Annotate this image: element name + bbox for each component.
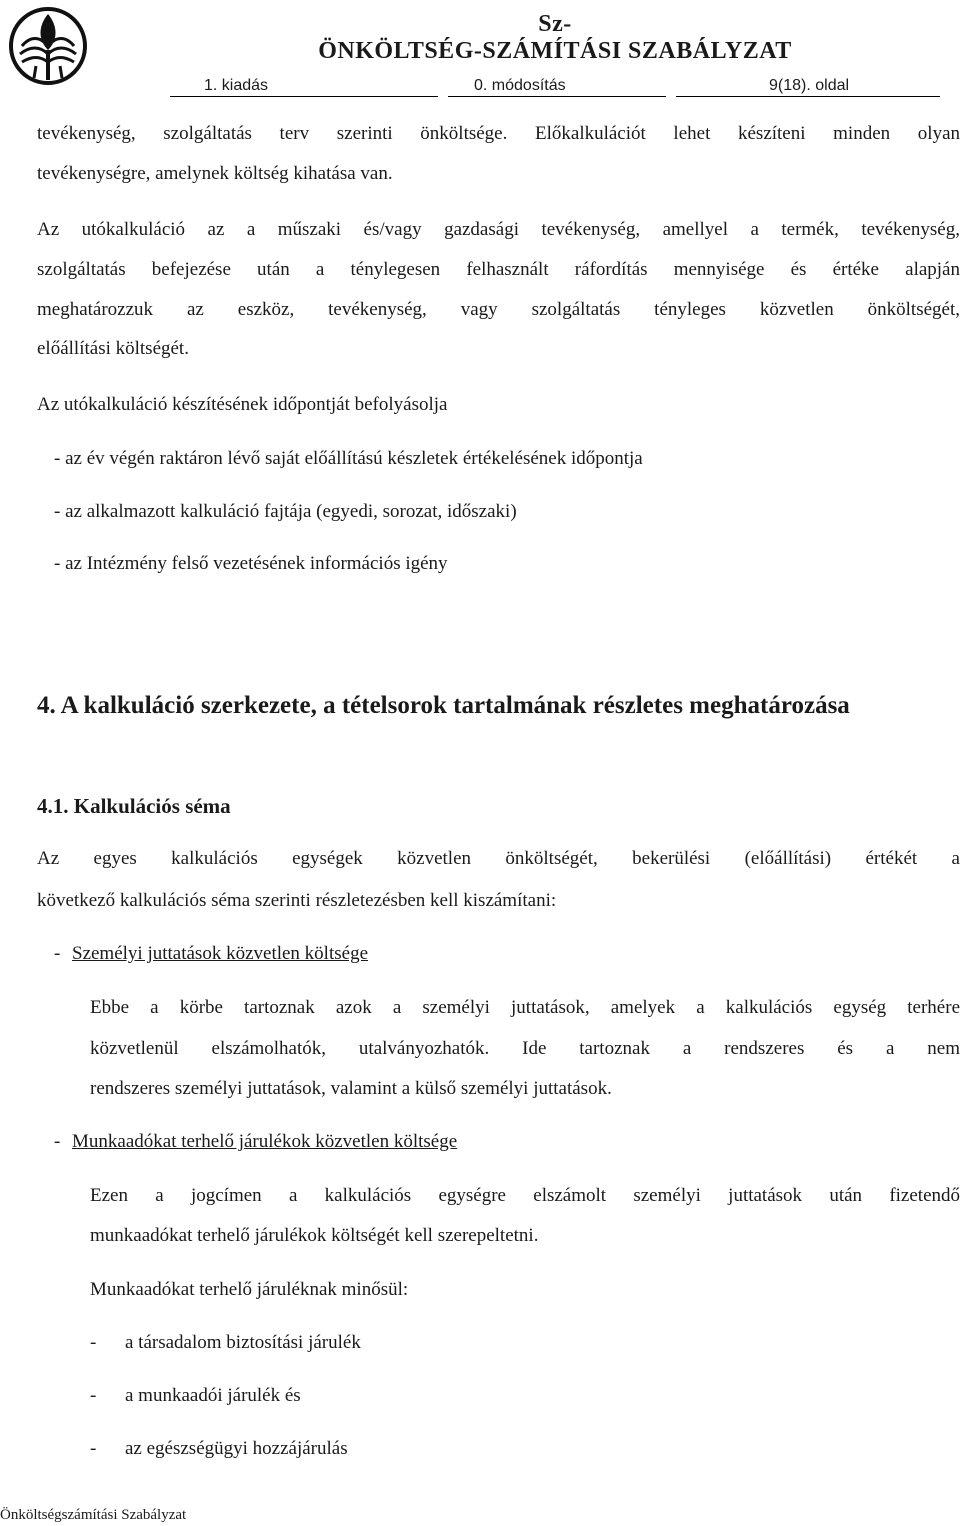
header-title-line1: Sz- xyxy=(538,11,572,37)
section-heading-4: 4. A kalkuláció szerkezete, a tételsorok tartalmának részletes meghatározása xyxy=(37,692,850,719)
paragraph-4-line-1: Az egyes kalkulációs egységek közvetlen önköltségét, bekerülési (előállítási) értékét a xyxy=(37,848,960,869)
item-1-dash: - xyxy=(54,943,61,964)
header-modification: 0. módosítás xyxy=(474,77,566,94)
item-1-text-line-2: közvetlenül elszámolhatók, utalványozhatók. Ide tartoznak a rendszeres és a nem xyxy=(90,1038,960,1059)
item-2-subheading: Munkaadókat terhelő járuléknak minősül: xyxy=(90,1279,409,1300)
item-2-title: Munkaadókat terhelő járulékok közvetlen költsége xyxy=(72,1131,458,1152)
paragraph-1-line-2: tevékenységre, amelynek költség kihatása van. xyxy=(37,163,393,184)
header-rule-2 xyxy=(448,96,666,97)
item-2-text-line-2: munkaadókat terhelő járulékok költségét kell szerepeltetni. xyxy=(90,1225,539,1246)
paragraph-2-line-1: Az utókalkuláció az a műszaki és/vagy gazdasági tevékenység, amellyel a termék, tevékenység, xyxy=(37,219,960,240)
list-item: - az alkalmazott kalkuláció fajtája (egyedi, sorozat, időszaki) xyxy=(54,501,517,522)
header-rule-3 xyxy=(676,96,940,97)
paragraph-2-line-4: előállítási költségét. xyxy=(37,338,189,359)
item-1-text-line-3: rendszeres személyi juttatások, valamint a külső személyi juttatások. xyxy=(90,1078,612,1099)
section-heading-4-1: 4.1. Kalkulációs séma xyxy=(37,794,231,818)
paragraph-4-line-2: következő kalkulációs séma szerinti részletezésben kell kiszámítani: xyxy=(37,890,557,911)
paragraph-2-line-3: meghatározzuk az eszköz, tevékenység, vagy szolgáltatás tényleges közvetlen önköltségét, xyxy=(37,299,960,320)
institution-logo xyxy=(8,6,88,86)
sub-list-dash: - xyxy=(90,1332,97,1353)
list-item: - az Intézmény felső vezetésének információs igény xyxy=(54,553,448,574)
sub-list-item: a munkaadói járulék és xyxy=(125,1385,301,1406)
page-footer: Önköltségszámítási Szabályzat xyxy=(0,1507,187,1523)
list-item: - az év végén raktáron lévő saját előállítású készletek értékelésének időpontja xyxy=(54,448,643,469)
paragraph-3: Az utókalkuláció készítésének időpontját befolyásolja xyxy=(37,394,448,415)
paragraph-1-line-1: tevékenység, szolgáltatás terv szerinti önköltsége. Előkalkulációt lehet készíteni minden olyan xyxy=(37,123,960,144)
item-1-title: Személyi juttatások közvetlen költsége xyxy=(72,943,369,964)
paragraph-2-line-2: szolgáltatás befejezése után a ténylegesen felhasznált ráfordítás mennyisége és értéke alapján xyxy=(37,259,960,280)
sub-list-item: a társadalom biztosítási járulék xyxy=(125,1332,361,1353)
header-title-line2: ÖNKÖLTSÉG-SZÁMÍTÁSI SZABÁLYZAT xyxy=(318,38,792,64)
header-edition: 1. kiadás xyxy=(204,77,269,94)
sub-list-dash: - xyxy=(90,1385,97,1406)
item-1-text-line-1: Ebbe a körbe tartoznak azok a személyi juttatások, amelyek a kalkulációs egység terhére xyxy=(90,997,960,1018)
item-2-dash: - xyxy=(54,1131,61,1152)
header-rule-1 xyxy=(170,96,438,97)
item-2-text-line-1: Ezen a jogcímen a kalkulációs egységre elszámolt személyi juttatások után fizetendő xyxy=(90,1185,960,1206)
sub-list-dash: - xyxy=(90,1438,97,1459)
header-page-number: 9(18). oldal xyxy=(769,77,850,94)
sub-list-item: az egészségügyi hozzájárulás xyxy=(125,1438,348,1459)
